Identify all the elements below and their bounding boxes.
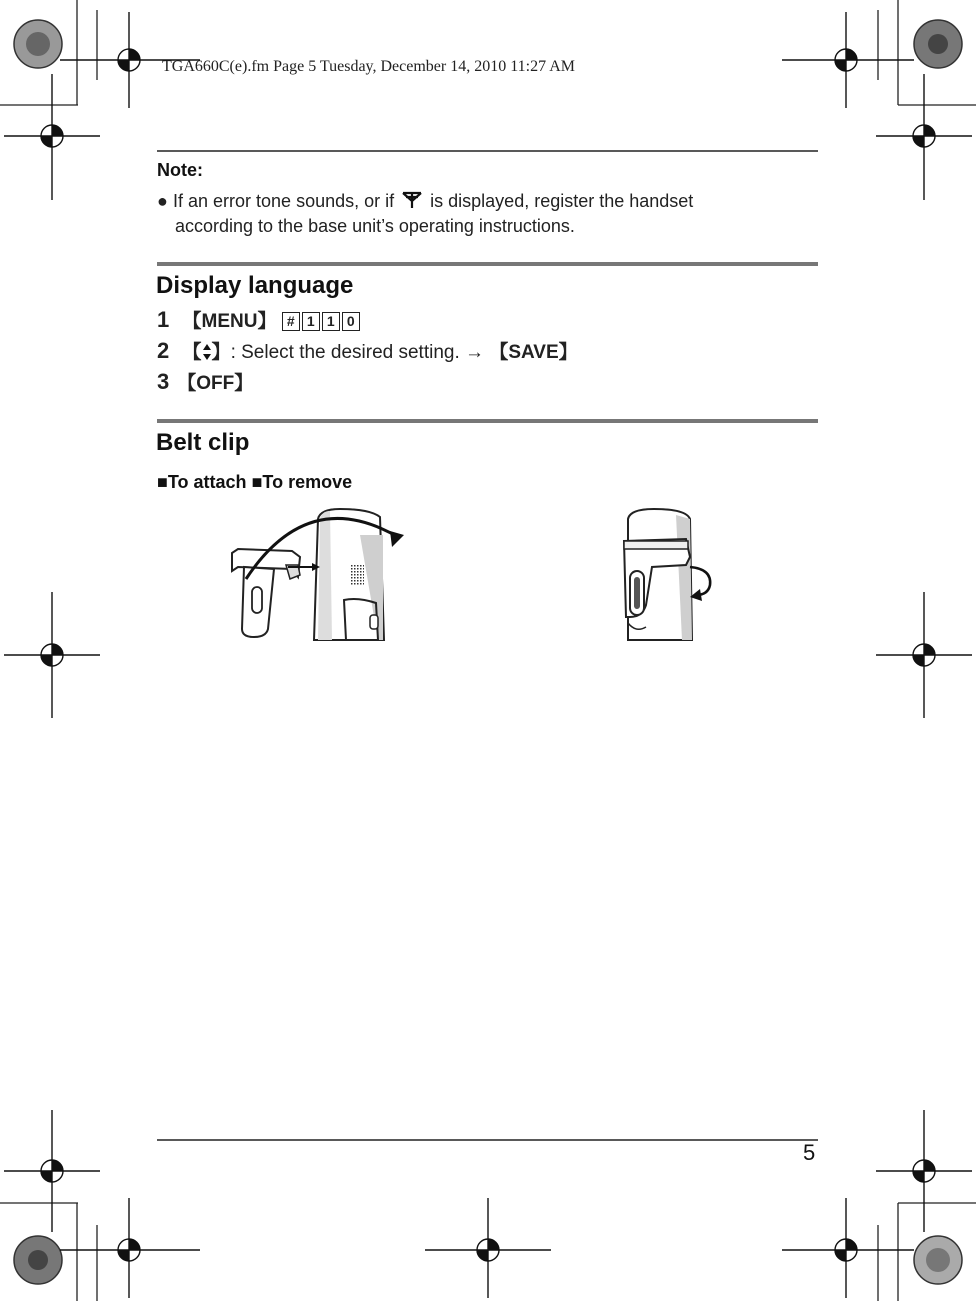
note-bullet	[157, 189, 797, 239]
step-3	[157, 368, 253, 395]
save-key: 【SAVE】	[489, 342, 578, 363]
key-1: 1	[302, 312, 320, 331]
step-1	[157, 306, 362, 333]
step2-text: : Select the desired setting.	[230, 342, 460, 363]
to-remove-label: ■To remove	[251, 472, 353, 492]
up-down-arrow-icon	[202, 343, 212, 361]
step-number: 1	[157, 307, 170, 332]
belt-clip-title: Belt clip	[156, 429, 250, 456]
step-number: 2	[157, 338, 170, 363]
antenna-icon	[401, 191, 423, 209]
display-language-title: Display language	[156, 272, 354, 299]
key-1b: 1	[322, 312, 340, 331]
key-0: 0	[342, 312, 360, 331]
menu-key: 【MENU】	[182, 311, 277, 332]
step-2	[157, 337, 578, 364]
file-header: TGA660C(e).fm Page 5 Tuesday, December 14, 2010 11:27 AM	[162, 58, 575, 75]
nav-key-open: 【	[182, 342, 202, 363]
off-key: 【OFF】	[177, 373, 254, 394]
note-line2: according to the base unit’s operating instructions.	[175, 216, 575, 236]
bullet-icon: ●	[157, 191, 168, 211]
remove-illustration	[606, 505, 726, 643]
step-number: 3	[157, 369, 170, 394]
page-number: 5	[803, 1140, 816, 1165]
to-attach-label: ■To attach	[157, 472, 247, 492]
note-line1-after: is displayed, register the handset	[430, 191, 694, 211]
key-hash: #	[282, 312, 300, 331]
nav-key-close: 】	[211, 342, 231, 363]
note-line1-before: If an error tone sounds, or if	[173, 191, 395, 211]
belt-clip-subheadings	[157, 472, 352, 493]
note-label: Note:	[157, 160, 203, 180]
arrow-icon: →	[465, 342, 485, 363]
attach-illustration	[228, 505, 408, 643]
